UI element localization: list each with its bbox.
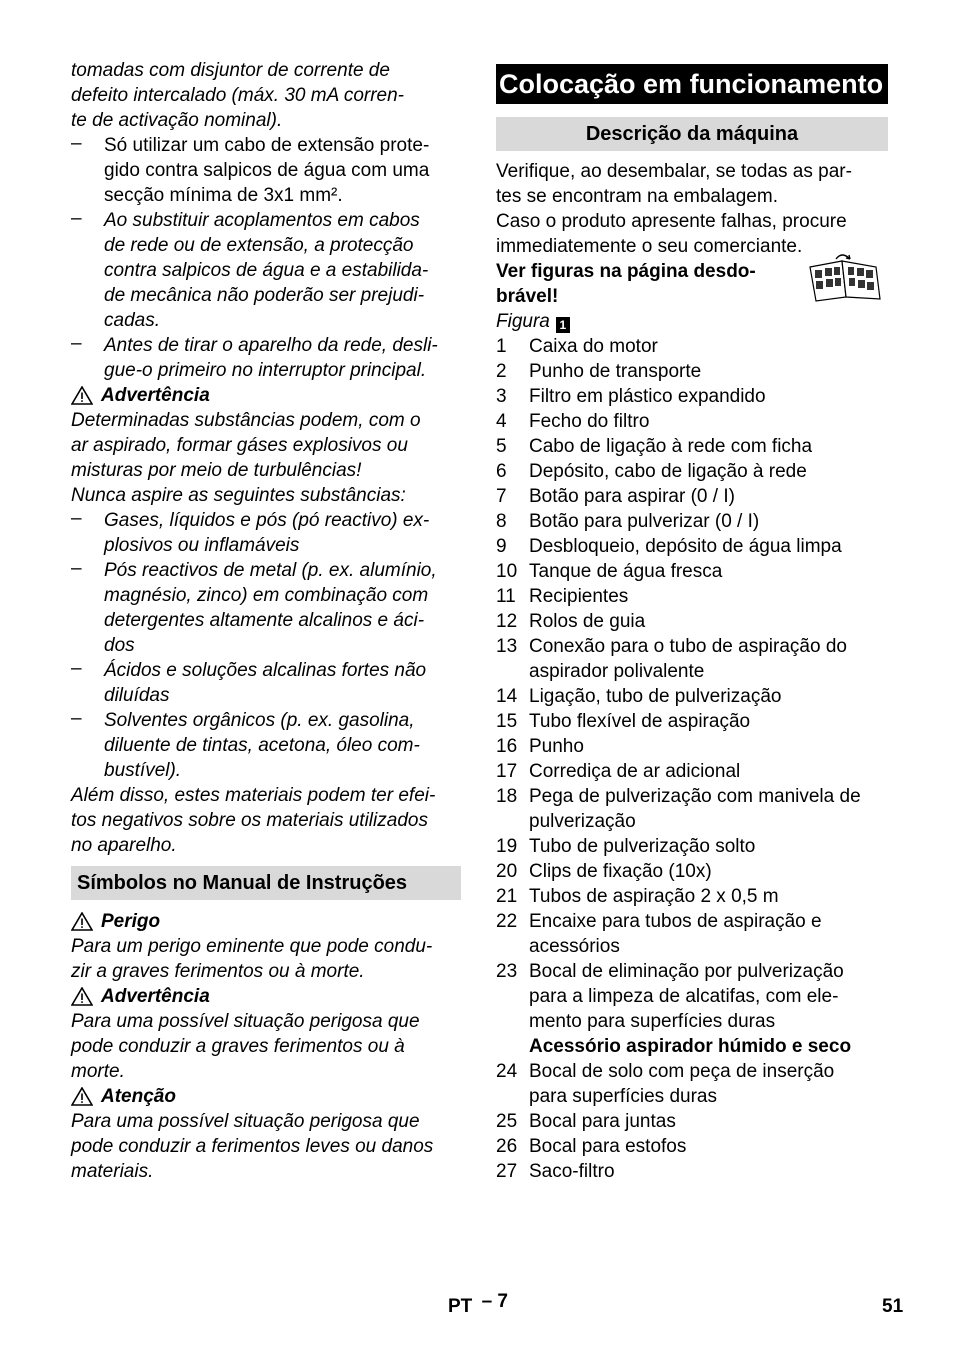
text-line: Para uma possível situação perigosa que <box>71 1111 420 1132</box>
bullet-dash: – <box>71 133 82 154</box>
bullet-dash: – <box>71 208 82 229</box>
item-text-line: Botão para aspirar (0 / I) <box>529 486 735 507</box>
text-line: Nunca aspire as seguintes substâncias: <box>71 485 406 506</box>
warning-triangle-icon <box>71 1087 93 1106</box>
parts-list-item <box>496 584 888 609</box>
item-text-line: Desbloqueio, depósito de água limpa <box>529 536 842 557</box>
text-line: ar aspirado, formar gáses explosivos ou <box>71 435 408 456</box>
symbol-description <box>71 1009 461 1084</box>
text-line: zir a graves ferimentos ou à morte. <box>71 961 365 982</box>
item-text-line: Punho de transporte <box>529 361 702 382</box>
item-number: 8 <box>496 511 507 532</box>
parts-list-item <box>496 459 888 484</box>
parts-list-item <box>496 759 888 784</box>
symbol-heading <box>71 984 461 1009</box>
parts-list-item <box>496 509 888 534</box>
parts-list-item <box>496 409 888 434</box>
item-text-line: acessórios <box>529 936 620 957</box>
item-text-line: Punho <box>529 736 584 757</box>
footer-page-number: 51 <box>882 1296 904 1317</box>
parts-list-item <box>496 559 888 584</box>
text-line: diluídas <box>104 685 170 706</box>
symbols-heading: Símbolos no Manual de Instruções <box>71 866 461 900</box>
section-title: Colocação em funcionamento <box>496 64 888 104</box>
symbol-title: Atenção <box>101 1086 176 1107</box>
parts-list-item <box>496 334 888 359</box>
parts-list-item <box>496 1159 888 1184</box>
text-line: materiais. <box>71 1161 154 1182</box>
text-line: Ver figuras na página desdo- <box>496 261 756 282</box>
item-text-line: Depósito, cabo de ligação à rede <box>529 461 807 482</box>
item-number: 23 <box>496 961 518 982</box>
footer-section <box>448 1291 508 1318</box>
parts-list-item <box>496 784 888 834</box>
text-line: secção mínima de 3x1 mm². <box>104 185 343 206</box>
text-line: magnésio, zinco) em combinação com <box>104 585 429 606</box>
text-line: Verifique, ao desembalar, se todas as par- <box>496 161 852 182</box>
item-number: 20 <box>496 861 518 882</box>
text-line: Ácidos e soluções alcalinas fortes não <box>104 660 427 681</box>
warning-triangle-icon <box>71 912 93 931</box>
parts-list-item <box>496 684 888 709</box>
item-text-line: Filtro em plástico expandido <box>529 386 766 407</box>
text-line: Para uma possível situação perigosa que <box>71 1011 420 1032</box>
text-line: tomadas com disjuntor de corrente de <box>71 60 390 81</box>
item-text-line: Bocal de solo com peça de inserção <box>529 1061 835 1082</box>
parts-list-item <box>496 884 888 909</box>
figure-reference <box>496 309 888 334</box>
text-line: de rede ou de extensão, a protecção <box>104 235 414 256</box>
item-number: 5 <box>496 436 507 457</box>
warning-triangle-icon <box>71 987 93 1006</box>
warning-triangle-icon <box>71 386 93 405</box>
text-line: plosivos ou inflamáveis <box>104 535 300 556</box>
item-number: 4 <box>496 411 507 432</box>
item-text-line: Corrediça de ar adicional <box>529 761 741 782</box>
text-line: Para um perigo eminente que pode condu- <box>71 936 433 957</box>
item-number: 6 <box>496 461 507 482</box>
text-line: pode conduzir a graves ferimentos ou à <box>71 1036 405 1057</box>
parts-list <box>496 334 888 1184</box>
item-text-line: Tubo flexível de aspiração <box>529 711 751 732</box>
parts-list-item <box>496 484 888 509</box>
parts-list-item <box>496 534 888 559</box>
bullet-dash: – <box>71 333 82 354</box>
symbol-description <box>71 934 461 984</box>
warning-text <box>71 408 461 508</box>
item-number: 15 <box>496 711 518 732</box>
text-line: contra salpicos de água e a estabilida- <box>104 260 429 281</box>
item-number: 10 <box>496 561 518 582</box>
footer-language: PT <box>448 1296 473 1317</box>
text-line: gido contra salpicos de água com uma <box>104 160 430 181</box>
text-line: tes se encontram na embalagem. <box>496 186 778 207</box>
substances-bullet-list <box>71 508 461 783</box>
materials-note <box>71 783 461 858</box>
symbol-heading <box>71 1084 461 1109</box>
parts-list-item <box>496 1109 888 1134</box>
symbol-title: Advertência <box>101 986 210 1007</box>
item-text-line: Caixa do motor <box>529 336 658 357</box>
bullet-item <box>71 658 461 708</box>
parts-list-item <box>496 384 888 409</box>
item-number: 12 <box>496 611 518 632</box>
parts-list-item <box>496 909 888 959</box>
text-line: immediatemente o seu comerciante. <box>496 236 803 257</box>
item-text-line: Tubo de pulverização solto <box>529 836 756 857</box>
bullet-dash: – <box>71 508 82 529</box>
text-line: diluente de tintas, acetona, óleo com- <box>104 735 420 756</box>
text-line: Antes de tirar o aparelho da rede, desli- <box>104 335 438 356</box>
text-line: Pós reactivos de metal (p. ex. alumínio, <box>104 560 437 581</box>
item-text-line: Fecho do filtro <box>529 411 650 432</box>
footer-section-page: 7 <box>497 1291 508 1312</box>
footer-dash: – <box>481 1291 493 1312</box>
bullet-dash: – <box>71 658 82 679</box>
text-line: Gases, líquidos e pós (pó reactivo) ex- <box>104 510 430 531</box>
item-number: 16 <box>496 736 518 757</box>
text-line: Ao substituir acoplamentos em cabos <box>104 210 420 231</box>
parts-list-item <box>496 859 888 884</box>
safety-bullet-list <box>71 133 461 383</box>
item-number: 2 <box>496 361 507 382</box>
bullet-item <box>71 508 461 558</box>
text-line: cadas. <box>104 310 160 331</box>
parts-list-item <box>496 834 888 859</box>
symbol-title: Perigo <box>101 911 161 932</box>
item-number: 14 <box>496 686 518 707</box>
see-figures-block <box>496 259 888 309</box>
item-text-line: Rolos de guia <box>529 611 646 632</box>
parts-list-item <box>496 709 888 734</box>
parts-list-item <box>496 634 888 684</box>
item-number: 17 <box>496 761 518 782</box>
bullet-item <box>71 208 461 333</box>
item-text-line: para superfícies duras <box>529 1086 717 1107</box>
subsection-title: Descrição da máquina <box>496 117 888 151</box>
item-number: 26 <box>496 1136 518 1157</box>
bullet-dash: – <box>71 558 82 579</box>
fold-out-page-icon <box>806 253 886 303</box>
right-column <box>496 58 888 1184</box>
parts-list-item <box>496 1059 888 1109</box>
warning-heading <box>71 383 461 408</box>
item-number: 24 <box>496 1061 518 1082</box>
item-text-line: Pega de pulverização com manivela de <box>529 786 861 807</box>
symbol-description <box>71 1109 461 1184</box>
symbols-list <box>71 909 461 1184</box>
text-line: te de activação nominal). <box>71 110 283 131</box>
item-text-line: Conexão para o tubo de aspiração do <box>529 636 847 657</box>
text-line: bustível). <box>104 760 182 781</box>
intro-text <box>496 159 888 259</box>
item-text-line: mento para superfícies duras <box>529 1011 776 1032</box>
parts-list-item <box>496 1134 888 1159</box>
symbol-heading <box>71 909 461 934</box>
text-line: dos <box>104 635 135 656</box>
left-column <box>71 58 461 1184</box>
text-line: pode conduzir a ferimentos leves ou danos <box>71 1136 434 1157</box>
parts-list-item <box>496 434 888 459</box>
item-number: 25 <box>496 1111 518 1132</box>
parts-list-item <box>496 734 888 759</box>
text-line: de mecânica não poderão ser prejudi- <box>104 285 425 306</box>
figure-number-box: 1 <box>556 317 570 333</box>
text-line: morte. <box>71 1061 125 1082</box>
item-number: 1 <box>496 336 507 357</box>
item-number: 27 <box>496 1161 518 1182</box>
parts-list-item <box>496 609 888 634</box>
text-line: Além disso, estes materiais podem ter efei- <box>71 785 436 806</box>
text-line: misturas por meio de turbulências! <box>71 460 362 481</box>
item-text-line: Acessório aspirador húmido e seco <box>529 1036 852 1057</box>
continued-paragraph <box>71 58 461 133</box>
item-number: 7 <box>496 486 507 507</box>
text-line: tos negativos sobre os materiais utilizados <box>71 810 428 831</box>
item-text-line: aspirador polivalente <box>529 661 705 682</box>
bullet-item <box>71 133 461 208</box>
item-text-line: Botão para pulverizar (0 / I) <box>529 511 760 532</box>
text-line: Caso o produto apresente falhas, procure <box>496 211 847 232</box>
item-text-line: Tubos de aspiração 2 x 0,5 m <box>529 886 779 907</box>
parts-list-item <box>496 1034 888 1059</box>
item-number: 18 <box>496 786 518 807</box>
item-number: 21 <box>496 886 518 907</box>
bullet-item <box>71 333 461 383</box>
text-line: no aparelho. <box>71 835 177 856</box>
item-text-line: Bocal para juntas <box>529 1111 676 1132</box>
item-text-line: Saco-filtro <box>529 1161 615 1182</box>
item-text-line: para a limpeza de alcatifas, com ele- <box>529 986 839 1007</box>
parts-list-item <box>496 959 888 1034</box>
warning-title: Advertência <box>101 385 210 406</box>
item-text-line: Recipientes <box>529 586 629 607</box>
item-text-line: pulverização <box>529 811 636 832</box>
item-number: 9 <box>496 536 507 557</box>
item-number: 22 <box>496 911 518 932</box>
text-line: Solventes orgânicos (p. ex. gasolina, <box>104 710 415 731</box>
item-text-line: Bocal para estofos <box>529 1136 687 1157</box>
item-text-line: Clips de fixação (10x) <box>529 861 712 882</box>
item-text-line: Ligação, tubo de pulverização <box>529 686 782 707</box>
bullet-item <box>71 558 461 658</box>
item-number: 11 <box>496 586 516 607</box>
bullet-item <box>71 708 461 783</box>
text-line: gue-o primeiro no interruptor principal. <box>104 360 427 381</box>
text-line: brável! <box>496 286 559 307</box>
item-text-line: Cabo de ligação à rede com ficha <box>529 436 813 457</box>
item-text-line: Bocal de eliminação por pulverização <box>529 961 844 982</box>
item-text-line: Tanque de água fresca <box>529 561 723 582</box>
figure-label: Figura <box>496 311 550 332</box>
item-text-line: Encaixe para tubos de aspiração e <box>529 911 822 932</box>
text-line: Só utilizar um cabo de extensão prote- <box>104 135 430 156</box>
item-number: 19 <box>496 836 518 857</box>
text-line: detergentes altamente alcalinos e áci- <box>104 610 425 631</box>
bullet-dash: – <box>71 708 82 729</box>
text-line: Determinadas substâncias podem, com o <box>71 410 421 431</box>
text-line: defeito intercalado (máx. 30 mA corren- <box>71 85 405 106</box>
item-number: 13 <box>496 636 518 657</box>
item-number: 3 <box>496 386 507 407</box>
parts-list-item <box>496 359 888 384</box>
